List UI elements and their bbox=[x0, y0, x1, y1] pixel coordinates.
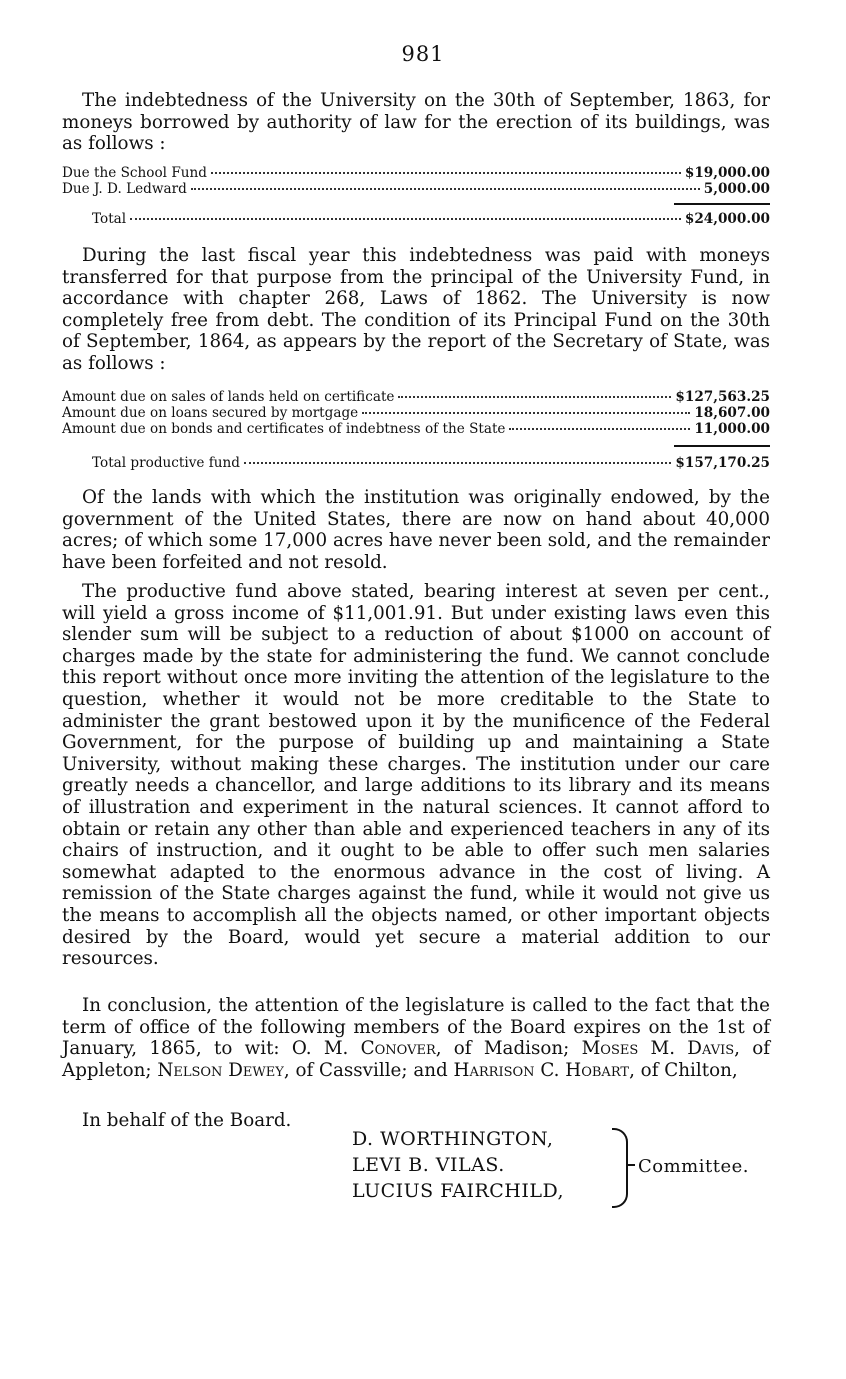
fund-amount: $127,563.25 bbox=[675, 389, 770, 405]
sum-rule bbox=[674, 203, 770, 205]
paragraph-4-text: The productive fund above stated, bearing interest at seven per cent., will yield a gross income of $11,001.91. But under existing laws even this slender sum will be subject to a reduction of about $1000 on account of charges made by the state for administering the fund. We cannot conclude this report without once more inviting the attention of the legislature to the question, whether it would not be more creditable to the State to administer the grant bestowed upon it by the munificence of the Federal Government, for the purpose of building up and maintaining a State University, without making these charges. The institution under our care greatly needs a chancellor, and large additions to its library and its means of illustration and experiment in the natural sciences. It cannot afford to obtain or retain any other than able and experienced teachers in any of its chairs of instruction, and it ought to be able to offer such men salaries somewhat adapted to the enormous advance in the cost of living. A remission of the State charges against the fund, while it would not give us the means to accomplish all the objects named, or other important objects desired by the Board, would yet secure a material addition to our resources. bbox=[62, 581, 770, 970]
paragraph-3-text: Of the lands with which the institution was originally endowed, by the government of the United States, there are now on hand about 40,000 acres; of which some 17,000 acres have never been sold, and the remainder have been forfeited and not resold. bbox=[62, 487, 770, 573]
debt-amount: 5,000.00 bbox=[703, 181, 770, 197]
debts-total-row bbox=[62, 211, 770, 227]
signatory-name: LUCIUS FAIRCHILD, bbox=[352, 1180, 565, 1202]
fund-row bbox=[62, 421, 770, 437]
committee-label: Committee. bbox=[638, 1156, 749, 1177]
total-amount: $24,000.00 bbox=[684, 211, 770, 227]
debt-amount: $19,000.00 bbox=[684, 165, 770, 181]
signatory-list bbox=[352, 1126, 564, 1204]
board-member-name: O. M. Conover bbox=[291, 1038, 436, 1060]
total-amount: $157,170.25 bbox=[675, 455, 770, 471]
board-member-name: Moses M. Davis bbox=[581, 1038, 735, 1060]
leader-dots bbox=[398, 396, 671, 398]
leader-dots bbox=[362, 412, 690, 414]
paragraph-4 bbox=[62, 581, 770, 970]
signatory-name: D. WORTHINGTON, bbox=[352, 1128, 554, 1150]
leader-dots bbox=[211, 172, 681, 174]
fund-table bbox=[62, 389, 770, 471]
fund-row bbox=[62, 389, 770, 405]
total-label: Total productive fund bbox=[92, 455, 240, 471]
paragraph-3 bbox=[62, 487, 770, 573]
fund-amount: 18,607.00 bbox=[694, 405, 770, 421]
debt-row bbox=[62, 165, 770, 181]
fund-label: Amount due on loans secured by mortgage bbox=[62, 405, 359, 421]
intro-text: The indebtedness of the University on the 30th of September, 1863, for moneys borrowed by authority of law for the erection of its buildings, was as follows : bbox=[62, 90, 770, 155]
paragraph-5 bbox=[62, 995, 770, 1081]
leader-dots bbox=[130, 218, 681, 220]
paragraph-5-lead: In conclusion, the attention of the legislature is called to the fact that the term of office of the following members of the Board expires on the 1st of January, 1865, to wit: bbox=[62, 995, 770, 1060]
sum-rule bbox=[674, 445, 770, 447]
fund-row bbox=[62, 405, 770, 421]
board-member-name: Harrison C. Hobart bbox=[453, 1059, 630, 1081]
leader-dots bbox=[509, 428, 690, 430]
paragraph-2 bbox=[62, 245, 770, 375]
page-number: 981 bbox=[401, 42, 445, 66]
debt-label: Due the School Fund bbox=[62, 165, 207, 181]
paragraph-5-text: In conclusion, the attention of the legislature is called to the fact that the term of office of the following members of the Board expires on the 1st of January, 1865, to wit: O. M. Conover, of Madison; Moses M. Davis, of Appleton; Nelson Dewey, of Cassville; and Harrison C. Hobart, of Chilton, bbox=[62, 995, 770, 1081]
board-member-name: Nelson Dewey bbox=[157, 1059, 284, 1081]
signature-block bbox=[352, 1126, 772, 1204]
leader-dots bbox=[244, 462, 671, 464]
debt-row bbox=[62, 181, 770, 197]
fund-label: Amount due on bonds and certificates of indebtness of the State bbox=[62, 421, 506, 437]
fund-label: Amount due on sales of lands held on certificate bbox=[62, 389, 395, 405]
brace-bracket bbox=[612, 1128, 628, 1208]
total-label: Total bbox=[92, 211, 127, 227]
fund-amount: 11,000.00 bbox=[694, 421, 770, 437]
fund-total-row bbox=[62, 455, 770, 471]
intro-paragraph bbox=[62, 90, 770, 155]
debts-table bbox=[62, 165, 770, 227]
leader-dots bbox=[191, 188, 700, 190]
paragraph-2-text: During the last fiscal year this indebtedness was paid with moneys transferred for that purpose from the principal of the University Fund, in accordance with chapter 268, Laws of 1862. The University is now completely free from debt. The condition of its Principal Fund on the 30th of September, 1864, as appears by the report of the Secretary of State, was as follows : bbox=[62, 245, 770, 374]
signatory-name: LEVI B. VILAS. bbox=[352, 1154, 505, 1176]
debt-label: Due J. D. Ledward bbox=[62, 181, 187, 197]
closing-text: In behalf of the Board. bbox=[82, 1110, 292, 1131]
